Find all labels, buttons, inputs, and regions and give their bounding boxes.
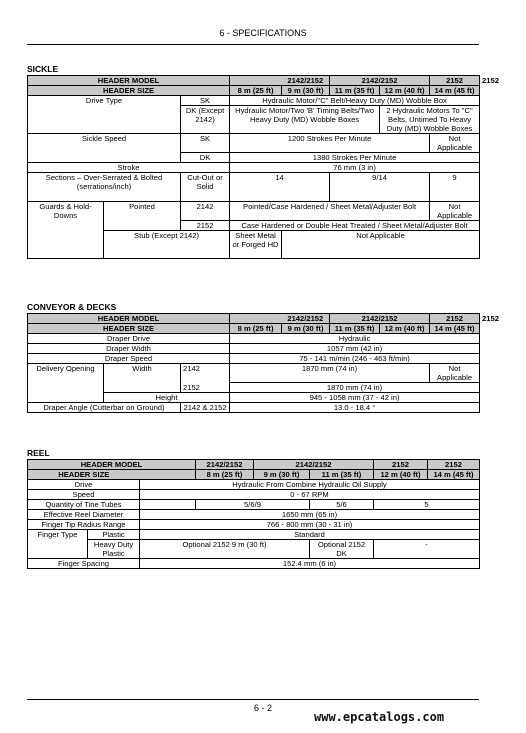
variant-label: SK bbox=[181, 134, 230, 153]
variant-label: 2152 bbox=[181, 383, 230, 393]
variant-label: 2142 bbox=[181, 202, 230, 221]
row-label-drive: Drive bbox=[28, 480, 140, 490]
variant-label: Plastic bbox=[88, 530, 140, 540]
cell-value: 1380 Strokes Per Minute bbox=[230, 153, 480, 163]
variant-label: SK bbox=[181, 96, 230, 106]
cell-value: 1870 mm (74 in) bbox=[230, 383, 480, 393]
variant-label: Stub (Except 2142) bbox=[104, 231, 230, 259]
model-cell: 2142/2152 bbox=[330, 314, 430, 324]
model-cell: 2142/2152 bbox=[196, 460, 254, 470]
variant-label: 2142 & 2152 bbox=[181, 403, 230, 413]
row-label-delivery-opening: Delivery Opening bbox=[28, 364, 104, 403]
header-model-label: HEADER MODEL bbox=[28, 314, 230, 324]
model-cell: 2142/2152 bbox=[330, 76, 430, 86]
cell-value: Optional 2152 9 m (30 ft) bbox=[140, 540, 310, 559]
cell-value: 75 - 141 m/min (246 - 463 ft/min) bbox=[230, 354, 480, 364]
size-cell: 8 m (25 ft) bbox=[230, 86, 282, 96]
cell-value: 5/6 bbox=[310, 500, 374, 510]
section-title-reel: REEL bbox=[27, 448, 50, 458]
size-cell: 9 m (30 ft) bbox=[282, 86, 330, 96]
cell-value: Hydraulic From Combine Hydraulic Oil Supply bbox=[140, 480, 480, 490]
variant-label: DK (Except 2142) bbox=[181, 106, 230, 134]
row-label-finger-type: Finger Type bbox=[28, 530, 88, 559]
page-header-title: 6 - SPECIFICATIONS bbox=[219, 28, 307, 38]
cell-value: 13.0 - 18.4 ° bbox=[230, 403, 480, 413]
size-cell: 12 m (40 ft) bbox=[380, 324, 430, 334]
row-label-draper-width: Draper Width bbox=[28, 344, 230, 354]
cell-value: Not Applicable bbox=[430, 202, 480, 221]
row-label-finger-spacing: Finger Spacing bbox=[28, 559, 140, 569]
cell-value: 1057 mm (42 in) bbox=[230, 344, 480, 354]
cell-value: Hydraulic Motor/"C" Belt/Heavy Duty (MD) Wobble Box bbox=[230, 96, 480, 106]
cell-value: 152.4 mm (6 in) bbox=[140, 559, 480, 569]
row-label-eff-diameter: Effective Reel Diameter bbox=[28, 510, 140, 520]
header-model-label: HEADER MODEL bbox=[28, 460, 196, 470]
cell-value: 5/6/9 bbox=[196, 500, 310, 510]
cell-value: 9/14 bbox=[330, 173, 430, 202]
variant-label: DK bbox=[181, 153, 230, 163]
row-label-draper-speed: Draper Speed bbox=[28, 354, 230, 364]
page-number: 6 - 2 bbox=[253, 703, 272, 713]
row-label-draper-angle: Draper Angle (Cutterbar on Ground) bbox=[28, 403, 181, 413]
size-cell: 9 m (30 ft) bbox=[282, 324, 330, 334]
cell-value: Not Applicable bbox=[430, 134, 480, 153]
model-cell: 2152 bbox=[428, 460, 480, 470]
section-title-conveyor: CONVEYOR & DECKS bbox=[27, 302, 117, 312]
size-cell: 8 m (25 ft) bbox=[230, 324, 282, 334]
cell-value: 5 bbox=[374, 500, 480, 510]
cell-value: Optional 2152 DK bbox=[310, 540, 374, 559]
reel-table bbox=[27, 459, 480, 569]
size-cell: 11 m (35 ft) bbox=[330, 86, 380, 96]
cell-value: 1650 mm (65 in) bbox=[140, 510, 480, 520]
header-size-label: HEADER SIZE bbox=[28, 324, 230, 334]
cell-value: 0 - 67 RPM bbox=[140, 490, 480, 500]
size-cell: 11 m (35 ft) bbox=[310, 470, 374, 480]
model-cell: 2152 bbox=[430, 314, 480, 324]
size-cell: 14 m (45 ft) bbox=[428, 470, 480, 480]
variant-label: 2142 bbox=[181, 364, 230, 383]
model-cell: 2142/2152 bbox=[254, 460, 374, 470]
cell-value: Hydraulic Motor/Two 'B' Timing Belts/Two Heavy Duty (MD) Wobble Boxes bbox=[230, 106, 380, 134]
size-cell: 11 m (35 ft) bbox=[330, 324, 380, 334]
row-label-sickle-speed: Sickle Speed bbox=[28, 134, 181, 163]
cell-value: Case Hardened or Double Heat Treated / Sheet Metal/Adjuster Bolt bbox=[230, 221, 480, 231]
cell-value: Standard bbox=[140, 530, 480, 540]
model-cell: 2142/2152 bbox=[282, 314, 330, 324]
watermark: www.epcatalogs.com bbox=[314, 710, 445, 724]
size-cell: 9 m (30 ft) bbox=[254, 470, 310, 480]
row-label-draper-drive: Draper Drive bbox=[28, 334, 230, 344]
model-cell: 2152 bbox=[430, 76, 480, 86]
header-model-label: HEADER MODEL bbox=[28, 76, 230, 86]
cell-value: 9 bbox=[430, 173, 480, 202]
cell-value: 2 Hydraulic Motors To "C" Belts, Untimed To Heavy Duty (MD) Wobble Boxes bbox=[380, 106, 480, 134]
cell-value: Not Applicable bbox=[430, 364, 480, 383]
size-cell: 8 m (25 ft) bbox=[196, 470, 254, 480]
header-size-label: HEADER SIZE bbox=[28, 470, 140, 480]
sickle-table: HEADER MODEL 2142/2152 2142/2152 2152 2152 HEADER SIZE 8 m (25 ft) 9 m (30 ft) 11 m (35 ft) 12 m (40 ft) 14 m (45 ft) Drive Type SK Hydraulic Motor/"C" Belt/Heavy Duty (MD) Wobble Box DK (Except 2142) Hydraulic Motor/Two 'B' Timing Belts/Two Heavy Duty (MD) Wobble Boxes 2 Hydraulic Motors To "C" Belts, Untimed To Heavy Duty (MD) Wobble Boxes Sickle Speed SK 1200 Strokes Per Minute Not Applicable DK 1380 Strokes Per Minute Stroke 76 mm (3 in) Sections – Over-Serrated & Bolted (serrations/inch) Cut-Out or Solid 14 9/14 9 Guards & Hold-Downs Pointed 2142 Pointed/Case Hardened / Sheet Metal/Adjuster Bolt Not Applicable 2152 Case Hardened or Double Heat Treated / Sheet Metal/Adjuster Bolt Stub (Except 2142) Sheet Metal or Forged HD Not Applicable bbox=[27, 75, 480, 259]
variant-label: Heavy Duty Plastic bbox=[88, 540, 140, 559]
variant-label: Width bbox=[104, 364, 181, 393]
size-cell: 12 m (40 ft) bbox=[380, 86, 430, 96]
cell-value: Sheet Metal or Forged HD bbox=[230, 231, 282, 259]
conveyor-table: HEADER MODEL 2142/2152 2142/2152 2152 2152 HEADER SIZE 8 m (25 ft) 9 m (30 ft) 11 m (35 ft) 12 m (40 ft) 14 m (45 ft) Draper Drive Hydraulic Draper Width 1057 mm (42 in) Draper Speed 75 - 141 m/min (246 - 463 ft/min) Delivery Opening Width 2142 1870 mm (74 in) Not Applicable 2152 1870 mm (74 in) Height 945 - 1058 mm (37 - 42 in) Draper Angle (Cutterbar on Ground) 2142 & 2152 13.0 - 18.4 ° bbox=[27, 313, 480, 413]
row-label-tine-tubes: Quantity of Tine Tubes bbox=[28, 500, 140, 510]
header-size-label: HEADER SIZE bbox=[28, 86, 230, 96]
size-cell: 12 m (40 ft) bbox=[374, 470, 428, 480]
cell-value: 1200 Strokes Per Minute bbox=[230, 134, 430, 153]
row-label-drive-type: Drive Type bbox=[28, 96, 181, 134]
footer-rule bbox=[27, 699, 479, 700]
variant-label: Pointed bbox=[104, 202, 181, 231]
model-cell: 2142/2152 bbox=[282, 76, 330, 86]
header-rule bbox=[27, 44, 479, 45]
cell-value: Pointed/Case Hardened / Sheet Metal/Adjuster Bolt bbox=[230, 202, 430, 221]
row-label-height: Height bbox=[104, 393, 230, 403]
variant-label: Cut-Out or Solid bbox=[181, 173, 230, 202]
row-label-stroke: Stroke bbox=[28, 163, 230, 173]
cell-value: - bbox=[374, 540, 480, 559]
row-label-speed: Speed bbox=[28, 490, 140, 500]
row-label-sections: Sections – Over-Serrated & Bolted (serrations/inch) bbox=[28, 173, 181, 202]
cell-value: 14 bbox=[230, 173, 330, 202]
cell-value: 76 mm (3 in) bbox=[230, 163, 480, 173]
size-cell: 14 m (45 ft) bbox=[430, 324, 480, 334]
size-cell: 14 m (45 ft) bbox=[430, 86, 480, 96]
cell-value: 766 - 800 mm (30 - 31 in) bbox=[140, 520, 480, 530]
row-label-tip-radius: Finger Tip Radius Range bbox=[28, 520, 140, 530]
cell-value: 945 - 1058 mm (37 - 42 in) bbox=[230, 393, 480, 403]
cell-value: 1870 mm (74 in) bbox=[230, 364, 430, 383]
row-label-guards: Guards & Hold-Downs bbox=[28, 202, 104, 259]
section-title-sickle: SICKLE bbox=[27, 64, 59, 74]
variant-label: 2152 bbox=[181, 221, 230, 231]
cell-value: Hydraulic bbox=[230, 334, 480, 344]
cell-value: Not Applicable bbox=[282, 231, 480, 259]
model-cell: 2152 bbox=[374, 460, 428, 470]
